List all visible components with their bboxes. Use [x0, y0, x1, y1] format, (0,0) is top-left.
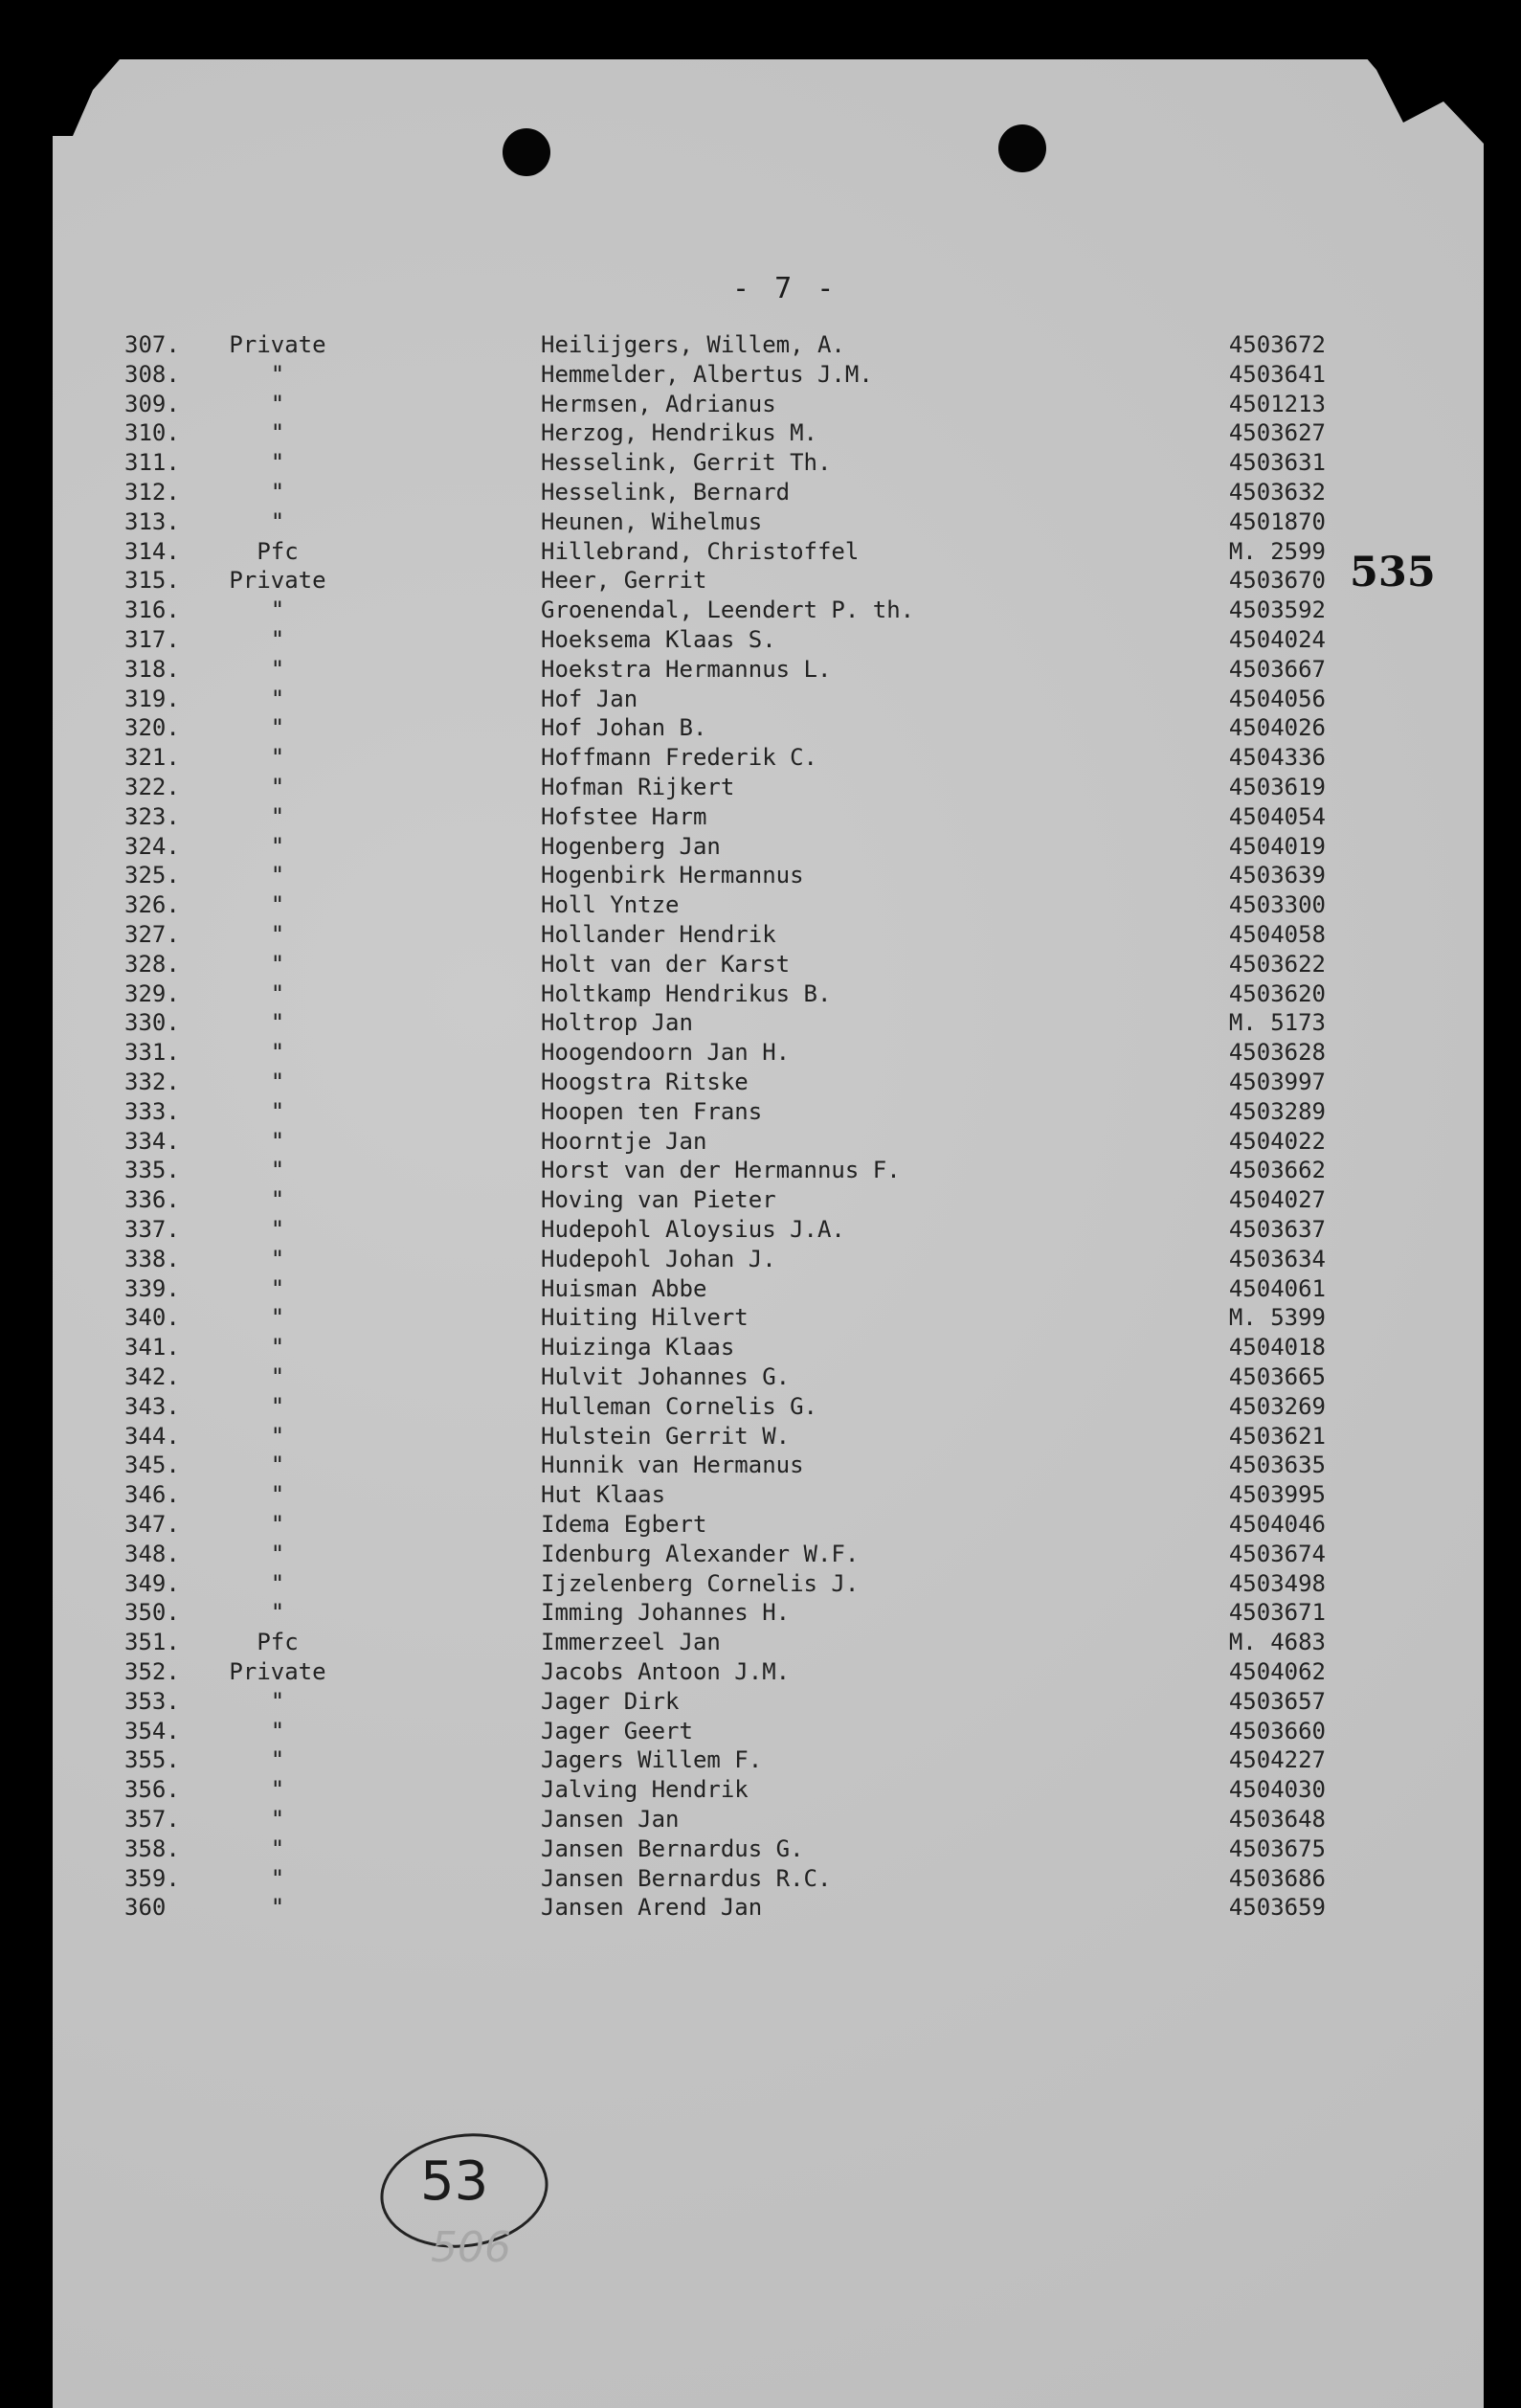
soldier-name: Heunen, Wihelmus: [541, 507, 763, 535]
row-number: 347.: [124, 1511, 180, 1538]
soldier-name: Hut Klaas: [541, 1481, 666, 1509]
rank: ": [270, 1334, 285, 1362]
roster-row: [53, 979, 1484, 1009]
row-number: 342.: [124, 1363, 180, 1390]
rank: ": [270, 714, 285, 742]
roster-row: [53, 566, 1484, 596]
serial-number: 4504054: [1228, 802, 1326, 830]
soldier-name: Jansen Bernardus R.C.: [541, 1864, 832, 1892]
page-number: - 7 -: [732, 272, 839, 305]
serial-number: 4504046: [1228, 1511, 1326, 1538]
rank: ": [270, 1776, 285, 1804]
soldier-name: Hoogendoorn Jan H.: [541, 1039, 791, 1067]
rank: ": [270, 419, 285, 447]
serial-number: 4503635: [1228, 1452, 1326, 1479]
soldier-name: Hesselink, Gerrit Th.: [541, 449, 832, 477]
roster-row: [53, 1362, 1484, 1392]
row-number: 337.: [124, 1216, 180, 1243]
serial-number: 4501213: [1228, 390, 1326, 417]
rank: ": [270, 1569, 285, 1597]
soldier-name: Jalving Hendrik: [541, 1776, 749, 1804]
serial-number: 4503671: [1228, 1599, 1326, 1627]
roster-row: [53, 360, 1484, 390]
row-number: 327.: [124, 921, 180, 948]
rank: ": [270, 1039, 285, 1067]
row-number: 315.: [124, 567, 180, 595]
serial-number: 4504056: [1228, 685, 1326, 712]
soldier-name: Hudepohl Aloysius J.A.: [541, 1216, 845, 1243]
serial-number: 4504058: [1228, 921, 1326, 948]
soldier-name: Hogenbirk Hermannus: [541, 862, 804, 889]
row-number: 340.: [124, 1304, 180, 1332]
roster-row: [53, 1303, 1484, 1333]
rank: ": [270, 1274, 285, 1302]
roster-row: [53, 478, 1484, 507]
soldier-name: Huisman Abbe: [541, 1274, 707, 1302]
roster-row: [53, 1657, 1484, 1687]
rank: ": [270, 950, 285, 978]
roster-row: [53, 920, 1484, 950]
roster-row: [53, 1864, 1484, 1894]
serial-number: M. 4683: [1228, 1629, 1326, 1656]
roster-row: [53, 1775, 1484, 1805]
row-number: 338.: [124, 1245, 180, 1272]
rank: ": [270, 1069, 285, 1095]
row-number: 355.: [124, 1746, 180, 1774]
roster-row: [53, 1598, 1484, 1628]
roster-row: [53, 1893, 1484, 1923]
row-number: 320.: [124, 714, 180, 742]
row-number: 307.: [124, 331, 180, 358]
row-number: 333.: [124, 1097, 180, 1125]
row-number: 318.: [124, 655, 180, 683]
rank: ": [270, 832, 285, 860]
roster-row: [53, 1156, 1484, 1185]
roster-row: [53, 596, 1484, 625]
row-number: 308.: [124, 360, 180, 388]
soldier-name: Hoorntje Jan: [541, 1127, 707, 1155]
serial-number: 4503621: [1228, 1422, 1326, 1450]
roster-row: [53, 1805, 1484, 1834]
row-number: 330.: [124, 1009, 180, 1037]
serial-number: 4503670: [1228, 567, 1326, 595]
soldier-name: Jansen Bernardus G.: [541, 1834, 804, 1862]
serial-number: 4503592: [1228, 596, 1326, 624]
soldier-name: Immerzeel Jan: [541, 1629, 721, 1656]
soldier-name: Hoopen ten Frans: [541, 1097, 763, 1125]
rank: ": [270, 1127, 285, 1155]
side-stamp-number: 535: [1350, 549, 1436, 596]
rank: Private: [229, 1658, 326, 1685]
serial-number: 4503641: [1228, 360, 1326, 388]
soldier-name: Holl Yntze: [541, 891, 680, 919]
serial-number: 4503619: [1228, 774, 1326, 800]
rank: Private: [229, 567, 326, 595]
serial-number: 4503628: [1228, 1039, 1326, 1067]
row-number: 312.: [124, 479, 180, 506]
rank: ": [270, 802, 285, 830]
serial-number: M. 2599: [1228, 537, 1326, 565]
row-number: 319.: [124, 685, 180, 712]
serial-number: 4503648: [1228, 1806, 1326, 1833]
row-number: 356.: [124, 1776, 180, 1804]
roster-row: [53, 1451, 1484, 1480]
roster-row: [53, 1745, 1484, 1775]
row-number: 331.: [124, 1039, 180, 1067]
row-number: 332.: [124, 1069, 180, 1095]
rank: ": [270, 979, 285, 1007]
roster-row: [53, 537, 1484, 567]
roster-row: [53, 832, 1484, 862]
circled-number: 53: [420, 2150, 489, 2213]
rank: ": [270, 1216, 285, 1243]
serial-number: 4503675: [1228, 1834, 1326, 1862]
punch-hole-left: [503, 128, 550, 176]
serial-number: 4504336: [1228, 744, 1326, 772]
soldier-name: Jager Geert: [541, 1717, 693, 1744]
row-number: 348.: [124, 1540, 180, 1567]
roster-row: [53, 655, 1484, 685]
rank: ": [270, 1864, 285, 1892]
roster-row: [53, 1569, 1484, 1599]
row-number: 317.: [124, 626, 180, 653]
soldier-name: Ijzelenberg Cornelis J.: [541, 1569, 860, 1597]
serial-number: 4504030: [1228, 1776, 1326, 1804]
soldier-name: Hemmelder, Albertus J.M.: [541, 360, 873, 388]
roster-row: [53, 1628, 1484, 1657]
rank: ": [270, 1511, 285, 1538]
row-number: 316.: [124, 596, 180, 624]
rank: ": [270, 1452, 285, 1479]
roster-row: [53, 685, 1484, 714]
roster-row: [53, 1834, 1484, 1864]
roster-row: [53, 713, 1484, 743]
rank: Private: [229, 331, 326, 358]
serial-number: 4503631: [1228, 449, 1326, 477]
rank: ": [270, 1481, 285, 1509]
rank: ": [270, 1392, 285, 1420]
soldier-name: Hudepohl Johan J.: [541, 1245, 776, 1272]
roster-row: [53, 950, 1484, 979]
roster-row: [53, 1274, 1484, 1304]
rank: ": [270, 449, 285, 477]
punch-hole-right: [998, 124, 1046, 172]
soldier-name: Hesselink, Bernard: [541, 479, 791, 506]
rank: Pfc: [257, 537, 299, 565]
serial-number: 4504026: [1228, 714, 1326, 742]
row-number: 314.: [124, 537, 180, 565]
rank: ": [270, 744, 285, 772]
serial-number: 4503634: [1228, 1245, 1326, 1272]
roster-row: [53, 861, 1484, 890]
serial-number: 4503498: [1228, 1569, 1326, 1597]
rank: ": [270, 390, 285, 417]
row-number: 351.: [124, 1629, 180, 1656]
soldier-name: Huizinga Klaas: [541, 1334, 735, 1362]
soldier-name: Hulleman Cornelis G.: [541, 1392, 817, 1420]
roster-row: [53, 802, 1484, 832]
soldier-name: Huiting Hilvert: [541, 1304, 749, 1332]
roster-row: [53, 1215, 1484, 1245]
rank: ": [270, 1422, 285, 1450]
row-number: 352.: [124, 1658, 180, 1685]
serial-number: 4504022: [1228, 1127, 1326, 1155]
rank: ": [270, 1157, 285, 1184]
roster-row: [53, 507, 1484, 537]
rank: ": [270, 1687, 285, 1715]
row-number: 357.: [124, 1806, 180, 1833]
serial-number: 4503674: [1228, 1540, 1326, 1567]
soldier-name: Hofstee Harm: [541, 802, 707, 830]
soldier-name: Hof Johan B.: [541, 714, 707, 742]
row-number: 345.: [124, 1452, 180, 1479]
roster-row: [53, 1333, 1484, 1362]
serial-number: 4504024: [1228, 626, 1326, 653]
soldier-name: Hoffmann Frederik C.: [541, 744, 817, 772]
rank: ": [270, 1009, 285, 1037]
row-number: 350.: [124, 1599, 180, 1627]
row-number: 343.: [124, 1392, 180, 1420]
row-number: 354.: [124, 1717, 180, 1744]
serial-number: 4503632: [1228, 479, 1326, 506]
soldier-name: Jager Dirk: [541, 1687, 680, 1715]
soldier-name: Hof Jan: [541, 685, 638, 712]
row-number: 326.: [124, 891, 180, 919]
serial-number: 4503622: [1228, 950, 1326, 978]
row-number: 321.: [124, 744, 180, 772]
roster-row: [53, 890, 1484, 920]
soldier-name: Groenendal, Leendert P. th.: [541, 596, 915, 624]
rank: ": [270, 1806, 285, 1833]
serial-number: 4503660: [1228, 1717, 1326, 1744]
serial-number: 4503627: [1228, 419, 1326, 447]
rank: ": [270, 685, 285, 712]
serial-number: 4503662: [1228, 1157, 1326, 1184]
serial-number: 4503620: [1228, 979, 1326, 1007]
rank: ": [270, 655, 285, 683]
row-number: 334.: [124, 1127, 180, 1155]
row-number: 311.: [124, 449, 180, 477]
roster-row: [53, 1480, 1484, 1510]
serial-number: M. 5173: [1228, 1009, 1326, 1037]
soldier-name: Idema Egbert: [541, 1511, 707, 1538]
soldier-name: Hollander Hendrik: [541, 921, 776, 948]
soldier-name: Horst van der Hermannus F.: [541, 1157, 901, 1184]
soldier-name: Holtkamp Hendrikus B.: [541, 979, 832, 1007]
rank: ": [270, 1540, 285, 1567]
soldier-name: Hoekstra Hermannus L.: [541, 655, 832, 683]
serial-number: 4503637: [1228, 1216, 1326, 1243]
soldier-name: Hofman Rijkert: [541, 774, 735, 800]
roster-row: [53, 1510, 1484, 1540]
serial-number: 4503686: [1228, 1864, 1326, 1892]
soldier-name: Hermsen, Adrianus: [541, 390, 776, 417]
rank: ": [270, 862, 285, 889]
row-number: 325.: [124, 862, 180, 889]
soldier-name: Imming Johannes H.: [541, 1599, 791, 1627]
rank: ": [270, 891, 285, 919]
serial-number: 4503667: [1228, 655, 1326, 683]
roster-row: [53, 1185, 1484, 1215]
rank: ": [270, 921, 285, 948]
rank: ": [270, 479, 285, 506]
row-number: 322.: [124, 774, 180, 800]
roster-row: [53, 1392, 1484, 1422]
rank: ": [270, 1097, 285, 1125]
soldier-name: Hillebrand, Christoffel: [541, 537, 860, 565]
roster-row: [53, 418, 1484, 448]
serial-number: 4503997: [1228, 1069, 1326, 1095]
row-number: 323.: [124, 802, 180, 830]
row-number: 353.: [124, 1687, 180, 1715]
row-number: 339.: [124, 1274, 180, 1302]
roster-row: [53, 1068, 1484, 1097]
row-number: 313.: [124, 507, 180, 535]
roster-row: [53, 1245, 1484, 1274]
row-number: 329.: [124, 979, 180, 1007]
roster-row: [53, 1717, 1484, 1746]
serial-number: 4504027: [1228, 1186, 1326, 1214]
row-number: 309.: [124, 390, 180, 417]
serial-number: 4503289: [1228, 1097, 1326, 1125]
rank: ": [270, 1746, 285, 1774]
serial-number: 4501870: [1228, 507, 1326, 535]
document-page: [53, 59, 1484, 2408]
serial-number: 4503665: [1228, 1363, 1326, 1390]
rank: ": [270, 360, 285, 388]
rank: ": [270, 507, 285, 535]
roster-row: [53, 625, 1484, 655]
rank: ": [270, 774, 285, 800]
serial-number: 4503300: [1228, 891, 1326, 919]
soldier-name: Hulstein Gerrit W.: [541, 1422, 791, 1450]
roster-row: [53, 1038, 1484, 1068]
soldier-name: Heilijgers, Willem, A.: [541, 331, 845, 358]
soldier-name: Jansen Jan: [541, 1806, 680, 1833]
serial-number: 4503639: [1228, 862, 1326, 889]
serial-number: 4503995: [1228, 1481, 1326, 1509]
row-number: 358.: [124, 1834, 180, 1862]
soldier-name: Herzog, Hendrikus M.: [541, 419, 817, 447]
soldier-name: Hunnik van Hermanus: [541, 1452, 804, 1479]
row-number: 349.: [124, 1569, 180, 1597]
rank: ": [270, 1304, 285, 1332]
soldier-name: Jansen Arend Jan: [541, 1894, 763, 1922]
row-number: 336.: [124, 1186, 180, 1214]
soldier-name: Idenburg Alexander W.F.: [541, 1540, 860, 1567]
soldier-name: Jagers Willem F.: [541, 1746, 763, 1774]
row-number: 328.: [124, 950, 180, 978]
soldier-name: Holtrop Jan: [541, 1009, 693, 1037]
serial-number: 4503672: [1228, 331, 1326, 358]
roster-row: [53, 1687, 1484, 1717]
rank: ": [270, 1186, 285, 1214]
roster-row: [53, 1540, 1484, 1569]
soldier-name: Hogenberg Jan: [541, 832, 721, 860]
serial-number: M. 5399: [1228, 1304, 1326, 1332]
pencil-note: 506: [431, 2223, 511, 2272]
serial-number: 4504061: [1228, 1274, 1326, 1302]
rank: ": [270, 596, 285, 624]
roster-row: [53, 330, 1484, 360]
row-number: 335.: [124, 1157, 180, 1184]
row-number: 310.: [124, 419, 180, 447]
rank: ": [270, 1363, 285, 1390]
rank: ": [270, 1717, 285, 1744]
rank: ": [270, 1245, 285, 1272]
rank: ": [270, 1894, 285, 1922]
soldier-name: Hoogstra Ritske: [541, 1069, 749, 1095]
rank: ": [270, 1599, 285, 1627]
row-number: 359.: [124, 1864, 180, 1892]
serial-number: 4504062: [1228, 1658, 1326, 1685]
soldier-name: Heer, Gerrit: [541, 567, 707, 595]
row-number: 344.: [124, 1422, 180, 1450]
row-number: 360: [124, 1894, 167, 1922]
serial-number: 4503657: [1228, 1687, 1326, 1715]
rank: ": [270, 1834, 285, 1862]
roster-row: [53, 390, 1484, 419]
soldier-name: Jacobs Antoon J.M.: [541, 1658, 791, 1685]
serial-number: 4503659: [1228, 1894, 1326, 1922]
roster-row: [53, 743, 1484, 773]
row-number: 324.: [124, 832, 180, 860]
roster-row: [53, 773, 1484, 802]
serial-number: 4504227: [1228, 1746, 1326, 1774]
serial-number: 4504019: [1228, 832, 1326, 860]
roster-row: [53, 448, 1484, 478]
serial-number: 4504018: [1228, 1334, 1326, 1362]
roster-row: [53, 1008, 1484, 1038]
roster-row: [53, 1422, 1484, 1452]
row-number: 341.: [124, 1334, 180, 1362]
soldier-name: Hoving van Pieter: [541, 1186, 776, 1214]
rank: Pfc: [257, 1629, 299, 1656]
roster-row: [53, 1097, 1484, 1127]
rank: ": [270, 626, 285, 653]
soldier-name: Holt van der Karst: [541, 950, 791, 978]
soldier-name: Hulvit Johannes G.: [541, 1363, 791, 1390]
serial-number: 4503269: [1228, 1392, 1326, 1420]
roster-row: [53, 1127, 1484, 1157]
soldier-name: Hoeksema Klaas S.: [541, 626, 776, 653]
row-number: 346.: [124, 1481, 180, 1509]
